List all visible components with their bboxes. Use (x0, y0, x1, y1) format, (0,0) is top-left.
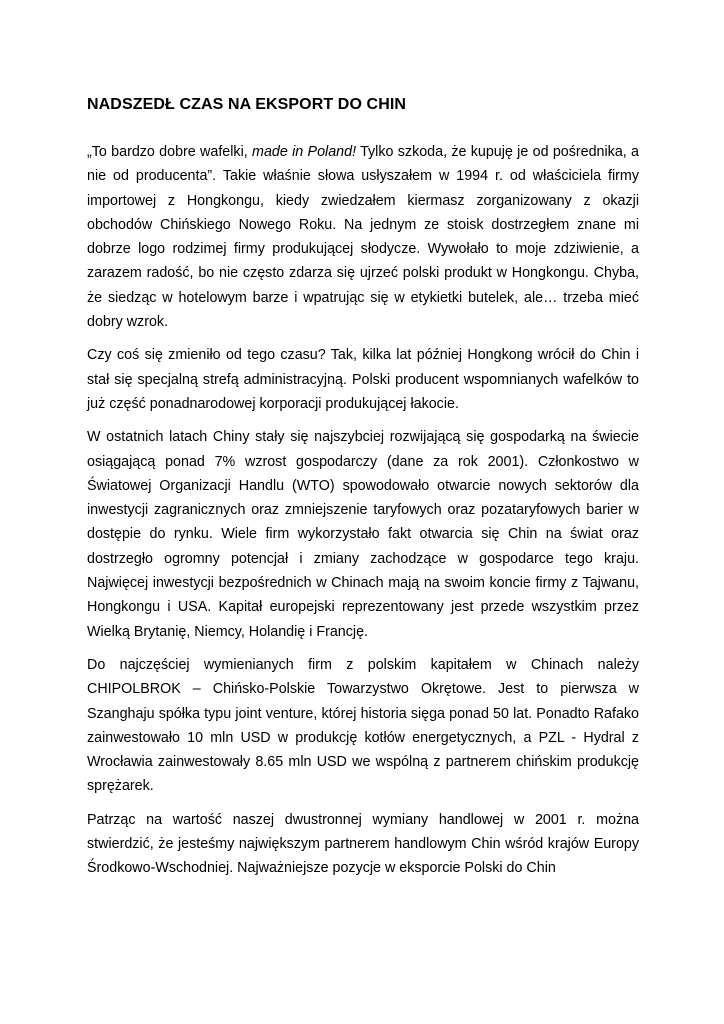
document-page (87, 96, 639, 890)
paragraph-1 (87, 140, 639, 334)
paragraph-1-italic: made in Poland! (252, 144, 357, 160)
paragraph-5: Patrząc na wartość naszej dwustronnej wymiany handlowej w 2001 r. można stwierdzić, że jesteśmy największym partnerem handlowym Chin wśród krajów Europy Środkowo-Wschodniej. Najważniejsze pozycje w eksporcie Polski do Chin (87, 811, 639, 877)
paragraph-3: W ostatnich latach Chiny stały się najszybciej rozwijającą się gospodarką na świecie osiągającą ponad 7% wzrost gospodarczy (dane za rok 2001). Członkostwo w Światowej Organizacji Handlu (WTO) spowodowało otwarcie nowych sektorów dla inwestycji zagranicznych oraz zmniejszenie taryfowych oraz pozataryfowych barier w dostępie do rynku. Wiele firm wykorzystało fakt otwarcia się Chin na świat oraz dostrzegło ogromny potencjał i zmiany zachodzące w gospodarce tego kraju. Najwięcej inwestycji bezpośrednich w Chinach mają na swoim koncie firmy z Tajwanu, Hongkongu i USA. Kapitał europejski reprezentowany jest przede wszystkim przez Wielką Brytanię, Niemcy, Holandię i Francję. (87, 429, 639, 640)
paragraph-2: Czy coś się zmieniło od tego czasu? Tak, kilka lat później Hongkong wrócił do Chin i stał się specjalną strefą administracyjną. Polski producent wspomnianych wafelków to już część ponadnarodowej korporacji produkującej łakocie. (87, 347, 639, 412)
paragraph-4: Do najczęściej wymienianych firm z polskim kapitałem w Chinach należy CHIPOLBROK – Chińsko-Polskie Towarzystwo Okrętowe. Jest to pierwsza w Szanghaju spółka typu joint venture, której historia sięga ponad 50 lat. Ponadto Rafako zainwestowało 10 mln USD w produkcję kotłów energetycznych, a PZL - Hydral z Wrocławia zainwestowały 8.65 mln USD we wspólną z partnerem chińskim produkcję sprężarek. (87, 656, 639, 795)
document-title: NADSZEDŁ CZAS NA EKSPORT DO CHIN (87, 96, 407, 113)
paragraph-1-part-2: Tylko szkoda, że kupuję je od pośrednika, a nie od producenta”. Takie właśnie słowa usłyszałem w 1994 r. od właściciela firmy importowej z Hongkongu, kiedy zwiedzałem kiermasz zorganizowany z okazji obchodów Chińskiego Nowego Roku. Na jednym ze stoisk dostrzegłem znane mi dobrze logo rodzimej firmy produkującej słodycze. Wywołało to moje zdziwienie, a zarazem radość, bo nie często zdarza się ujrzeć polski produkt w Hongkongu. Chyba, że siedząc w hotelowym barze i wpatrując się w etykietki butelek, ale… trzeba mieć dobry wzrok. (87, 144, 639, 331)
paragraph-1-part-1: „To bardzo dobre wafelki, (87, 144, 253, 160)
